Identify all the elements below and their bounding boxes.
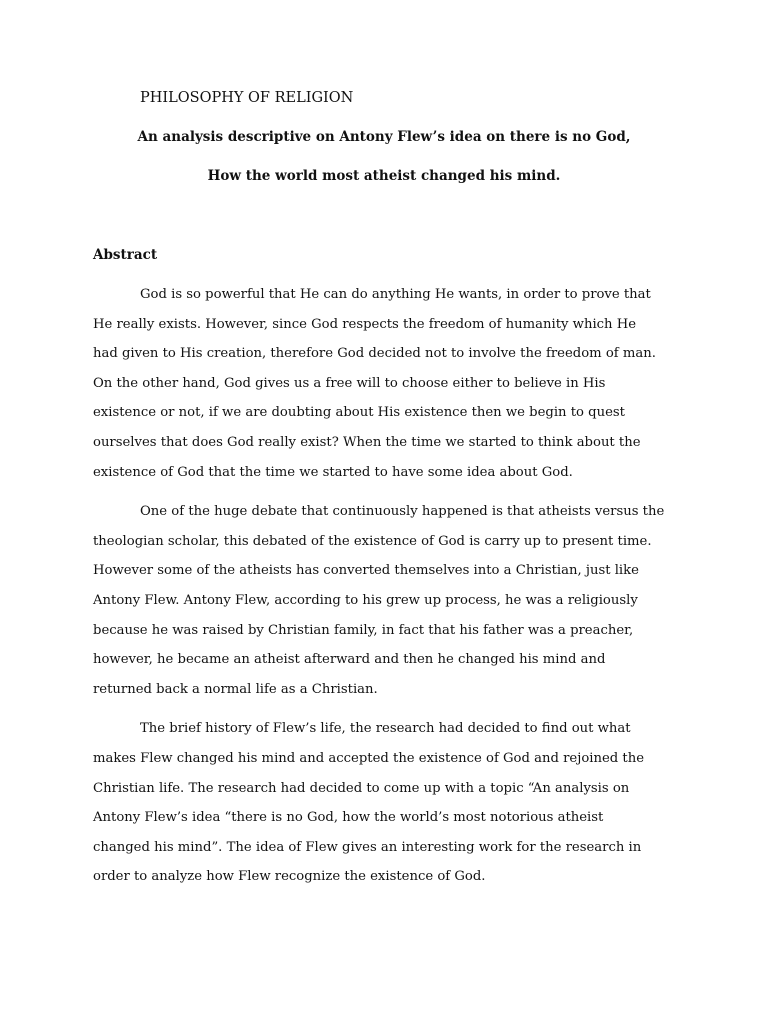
text-line: returned back a normal life as a Christian.	[93, 681, 378, 697]
paragraph-1	[93, 280, 675, 487]
text-line: theologian scholar, this debated of the existence of God is carry up to present time.	[93, 533, 652, 549]
text-line: The brief history of Flew’s life, the research had decided to find out what	[140, 721, 631, 737]
text-line: had given to His creation, therefore God decided not to involve the freedom of man.	[93, 346, 656, 362]
text-line: existence or not, if we are doubting about His existence then we begin to quest	[93, 405, 625, 421]
text-line: However some of the atheists has converted themselves into a Christian, just like	[93, 563, 639, 579]
text-line: changed his mind”. The idea of Flew gives an interesting work for the research in	[93, 839, 642, 855]
text-line: makes Flew changed his mind and accepted the existence of God and rejoined the	[93, 750, 645, 766]
document-title-line-2: How the world most atheist changed his mind.	[207, 168, 561, 184]
text-line: Christian life. The research had decided to come up with a topic “An analysis on	[93, 780, 630, 796]
section-heading-abstract: Abstract	[93, 247, 158, 263]
text-line: One of the huge debate that continuously happened is that atheists versus the	[140, 504, 665, 520]
document-title-line-1: An analysis descriptive on Antony Flew’s idea on there is no God,	[137, 129, 631, 145]
paragraph-3	[93, 714, 675, 892]
text-line: God is so powerful that He can do anything He wants, in order to prove that	[140, 287, 651, 302]
text-line: existence of God that the time we started to have some idea about God.	[93, 464, 573, 480]
abstract-body	[93, 280, 675, 892]
text-line: Antony Flew’s idea “there is no God, how the world’s most notorious atheist	[93, 810, 604, 826]
text-line: however, he became an atheist afterward and then he changed his mind and	[93, 652, 606, 668]
course-title: PHILOSOPHY OF RELIGION	[140, 90, 354, 106]
text-line: ourselves that does God really exist? When the time we started to think about the	[93, 434, 641, 450]
text-line: Antony Flew. Antony Flew, according to his grew up process, he was a religiously	[93, 592, 638, 608]
text-line: because he was raised by Christian family, in fact that his father was a preacher,	[93, 622, 634, 638]
text-line: On the other hand, God gives us a free will to choose either to believe in His	[93, 375, 606, 391]
text-line: He really exists. However, since God respects the freedom of humanity which He	[93, 316, 637, 332]
text-line: order to analyze how Flew recognize the existence of God.	[93, 869, 486, 885]
paragraph-2	[93, 497, 675, 704]
